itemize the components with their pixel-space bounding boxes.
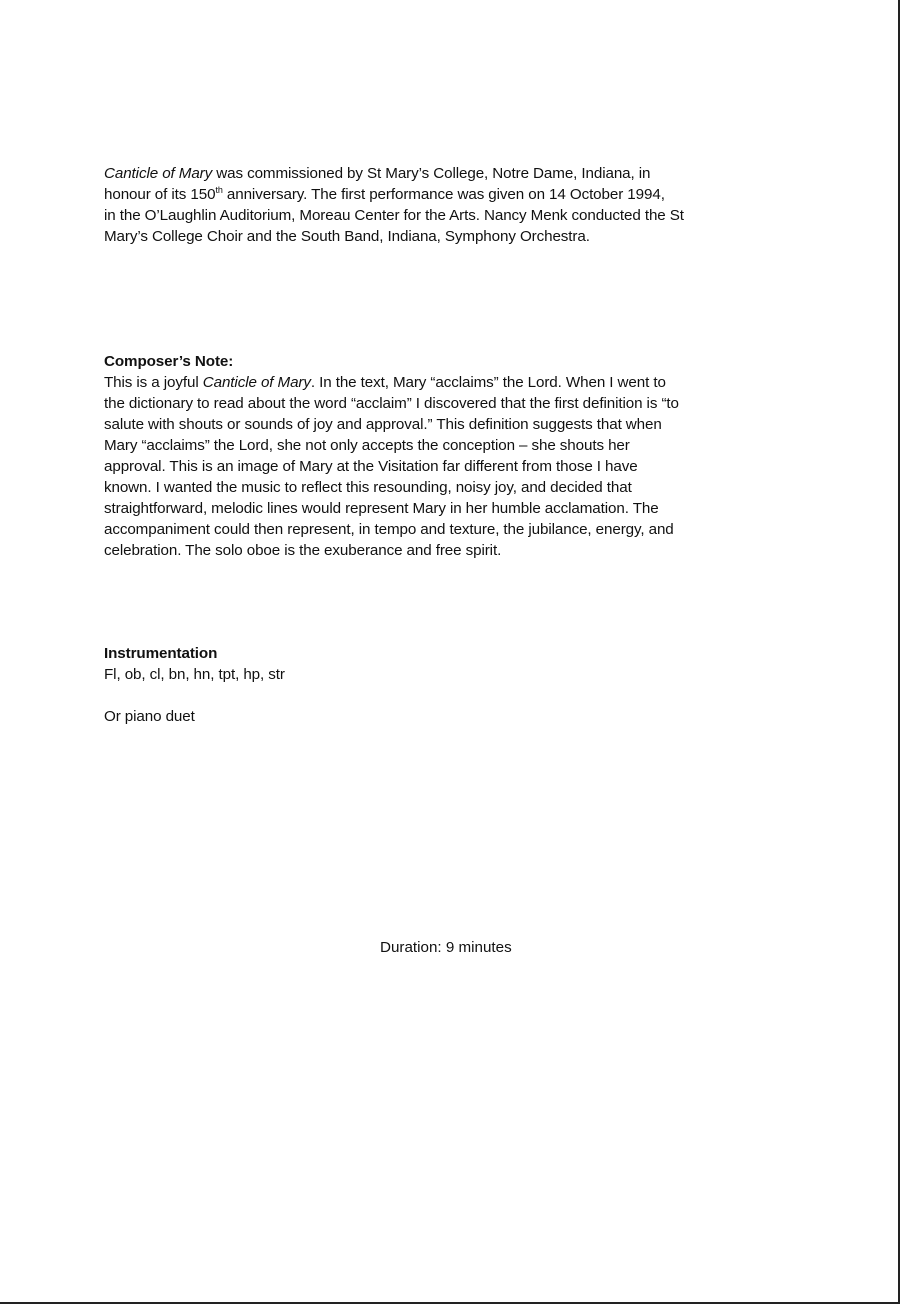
note-line: approval. This is an image of Mary at the Visitation far different from those I have (104, 458, 638, 475)
intro-line-4: Mary’s College Choir and the South Band, Indiana, Symphony Orchestra. (104, 228, 590, 245)
piano-duet-alternative: Or piano duet (104, 708, 195, 725)
note-line: Mary “acclaims” the Lord, she not only accepts the conception – she shouts her (104, 437, 630, 454)
composers-note-heading: Composer’s Note: (104, 353, 234, 370)
instrument-list: Fl, ob, cl, bn, hn, tpt, hp, str (104, 666, 285, 683)
intro-line-2: honour of its 150th anniversary. The first performance was given on 14 October 1994, (104, 184, 665, 203)
ordinal-suffix: th (215, 184, 223, 195)
work-title-inline: Canticle of Mary (202, 374, 311, 391)
intro-line-3: in the O’Laughlin Auditorium, Moreau Center for the Arts. Nancy Menk conducted the St (104, 207, 684, 224)
note-line: accompaniment could then represent, in tempo and texture, the jubilance, energy, and (104, 521, 674, 538)
note-line: celebration. The solo oboe is the exuberance and free spirit. (104, 542, 502, 559)
work-title: Canticle of Mary (104, 165, 213, 182)
note-line: salute with shouts or sounds of joy and approval.” This definition suggests that when (104, 416, 662, 433)
spacer (104, 685, 824, 706)
note-line: known. I wanted the music to reflect this resounding, noisy joy, and decided that (104, 479, 632, 496)
duration-label: Duration: 9 minutes (380, 939, 512, 956)
note-line: straightforward, melodic lines would represent Mary in her humble acclamation. The (104, 500, 659, 517)
instrumentation-section (104, 643, 824, 727)
note-line-1: This is a joyful Canticle of Mary. In the text, Mary “acclaims” the Lord. When I went to (104, 374, 666, 391)
intro-paragraph (104, 163, 824, 247)
note-line: the dictionary to read about the word “acclaim” I discovered that the first definition is “to (104, 395, 679, 412)
instrumentation-heading: Instrumentation (104, 645, 218, 662)
composers-note-section (104, 351, 824, 561)
intro-line-1: Canticle of Mary was commissioned by St Mary’s College, Notre Dame, Indiana, in (104, 165, 651, 182)
